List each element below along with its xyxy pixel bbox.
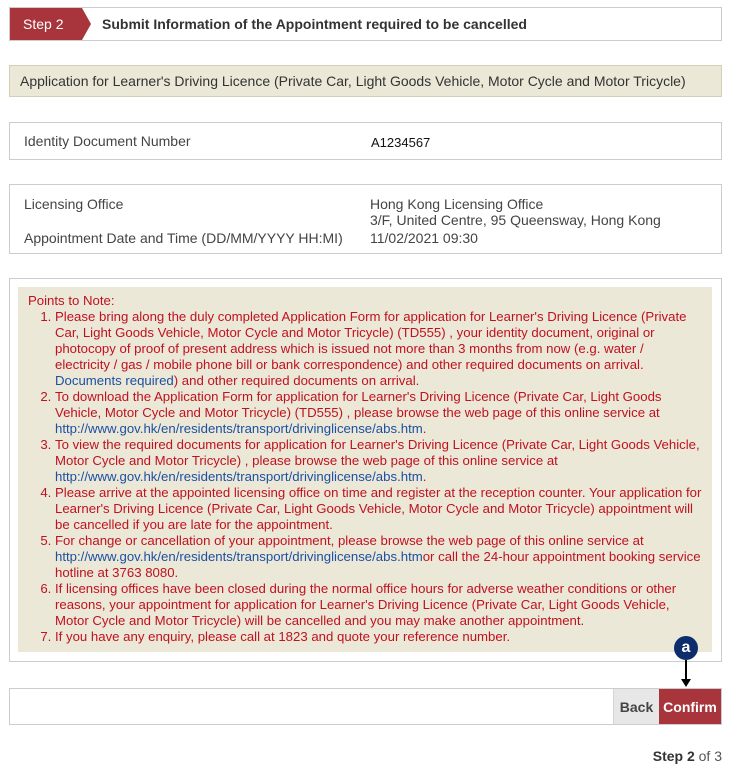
identity-label: Identity Document Number — [24, 133, 191, 149]
note-6-text: If licensing offices have been closed during the normal office hours for adverse weather conditions or other reasons, your appointment for application for Learner's Driving Licence (Private Car, Light Goods Vehicle, Motor Cycle and Motor Tricycle) will be cancelled and you may make another appointment. — [55, 581, 677, 628]
abs-web-link[interactable]: http://www.gov.hk/en/residents/transport/drivinglicense/abs.htm — [55, 549, 423, 564]
note-4-text: Please arrive at the appointed licensing office on time and register at the reception counter. Your application for Learner's Driving Licence (Private Car, Light Goods Vehicle, Motor Cycle and Motor Tricycle) appointment will be cancelled if you are late for the appointment. — [55, 485, 702, 532]
confirm-button[interactable]: Confirm — [659, 689, 721, 724]
back-button[interactable]: Back — [613, 689, 659, 724]
note-item: 3. To view the required documents for application for Learner's Driving Licence (Private Car, Light Goods Vehicle, Motor Cycle and Motor Tricycle) , please browse the web page of this online service at http://www.gov.hk/en/residents/transport/drivinglicense/abs.htm. — [55, 437, 702, 485]
office-address: 3/F, United Centre, 95 Queensway, Hong Kong — [370, 212, 661, 228]
note-item — [55, 533, 702, 581]
step-indicator: Step 2 — [10, 8, 82, 40]
down-arrow-icon — [680, 660, 692, 688]
note-1-text: Please bring along the duly completed Application Form for application for Learner's Driving Licence (Private Car, Light Goods Vehicle, Motor Cycle and Motor Tricycle) (TD555) , your identity document, original or photocopy of proof of present address which is issued not more than 3 months from now (e.g. water / electricity / gas / mobile phone bill or bank correspondence) and other required documents on arrival. — [55, 309, 687, 372]
step-current: Step 2 — [652, 748, 695, 764]
note-5-text: For change or cancellation of your appointment, please browse the web page of this online service at — [55, 533, 644, 548]
note-2-text: To download the Application Form for application for Learner's Driving Licence (Private Car, Light Goods Vehicle, Motor Cycle and Motor Tricycle) (TD555) , please browse the web page of this online service at — [55, 389, 662, 420]
step-counter — [653, 748, 722, 764]
points-to-note — [18, 287, 712, 652]
note-item: 2. To download the Application Form for application for Learner's Driving Licence (Private Car, Light Goods Vehicle, Motor Cycle and Motor Tricycle) (TD555) , please browse the web page of this online service at http://www.gov.hk/en/residents/transport/drivinglicense/abs.htm. — [55, 389, 702, 437]
note-item — [55, 629, 702, 645]
note-7-text: If you have any enquiry, please call at 1823 and quote your reference number. — [55, 629, 511, 644]
datetime-label: Appointment Date and Time (DD/MM/YYYY HH:MI) — [24, 230, 343, 246]
step-header — [9, 7, 722, 41]
annotation-badge: a — [674, 636, 698, 660]
page-title: Submit Information of the Appointment required to be cancelled — [102, 16, 527, 32]
note-1-tail: ) and other required documents on arrival. — [173, 373, 420, 388]
step-total: of 3 — [698, 748, 722, 764]
office-value: Hong Kong Licensing Office — [370, 196, 544, 212]
datetime-value: 11/02/2021 09:30 — [370, 230, 478, 246]
notes-heading: Points to Note: — [28, 293, 115, 308]
identity-value: A1234567 — [371, 135, 431, 150]
abs-web-link[interactable]: http://www.gov.hk/en/residents/transport/drivinglicense/abs.htm — [55, 421, 423, 436]
identity-panel — [9, 122, 722, 160]
action-bar — [9, 688, 722, 725]
note-item — [55, 581, 702, 629]
note-item — [55, 485, 702, 533]
notes-list — [28, 309, 702, 645]
abs-web-link[interactable]: http://www.gov.hk/en/residents/transport/drivinglicense/abs.htm — [55, 469, 423, 484]
appointment-panel — [9, 184, 722, 254]
application-title: Application for Learner's Driving Licence (Private Car, Light Goods Vehicle, Motor Cycle and Motor Tricycle) — [9, 65, 722, 97]
note-3-text: To view the required documents for application for Learner's Driving Licence (Private Car, Light Goods Vehicle, Motor Cycle and Motor Tricycle) , please browse the web page of this online service at — [55, 437, 700, 468]
note-5-tail: or call the 24-hour appointment booking service hotline at 3763 8080. — [55, 549, 701, 580]
office-label: Licensing Office — [24, 196, 124, 212]
note-item — [55, 309, 702, 389]
documents-required-link[interactable]: Documents required — [55, 373, 174, 388]
